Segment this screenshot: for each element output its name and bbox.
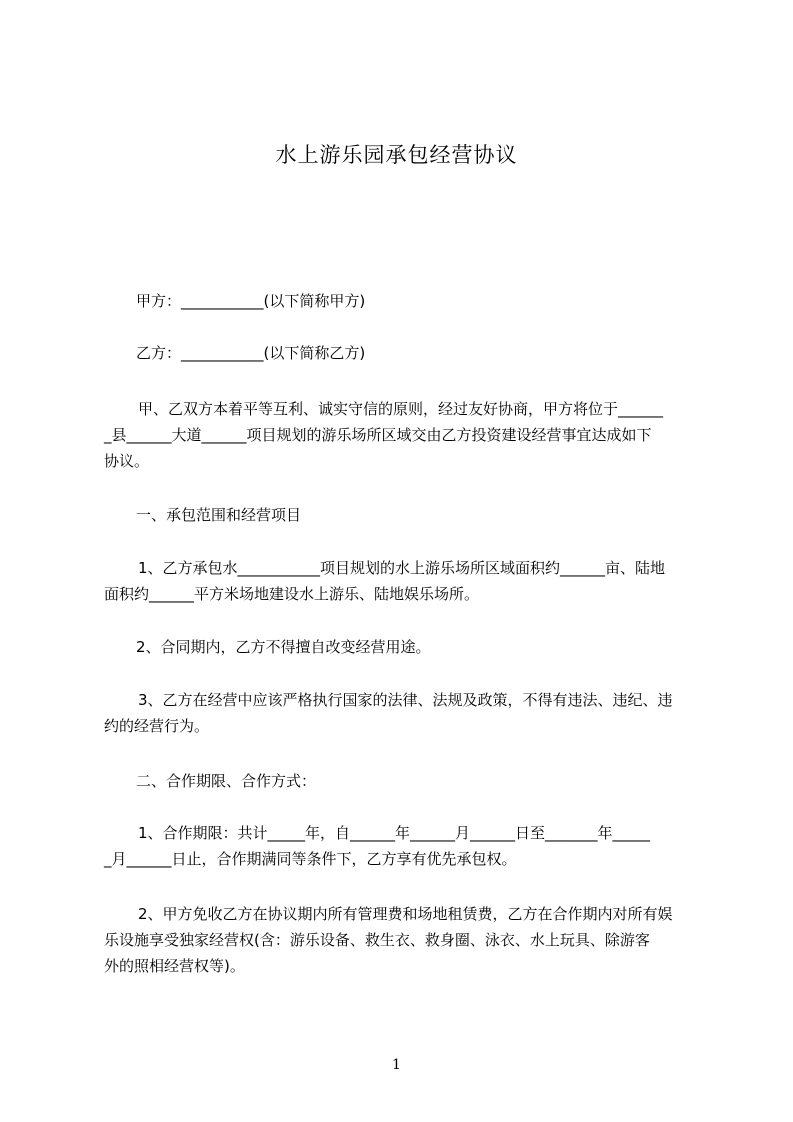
document-title: 水上游乐园承包经营协议 (275, 143, 518, 167)
clause-1-1: 1、乙方承包水___________项目规划的水上游乐场所区域面积约______亩、陆地 面积约______平方米场地建设水上游乐、陆地娱乐场所。 (104, 559, 666, 603)
clause-1-3: 3、乙方在经营中应该严格执行国家的法律、法规及政策，不得有违法、违纪、违 约的经营行为。 (104, 691, 673, 735)
party-a-line: 甲方：___________(以下简称甲方) (136, 292, 366, 310)
section-1-heading: 一、承包范围和经营项目 (136, 506, 302, 524)
section-2-heading: 二、合作期限、合作方式： (136, 772, 317, 790)
clause-2-2: 2、甲方免收乙方在协议期内所有管理费和场地租赁费，乙方在合作期内对所有娱 乐设施享受独家经营权(含：游乐设备、救生衣、救身圈、泳衣、水上玩具、除游客 外的照相经营权等)。 (104, 905, 673, 975)
clause-1-2: 2、合同期内，乙方不得擅自改变经营用途。 (136, 638, 431, 656)
intro-paragraph: 甲、乙双方本着平等互利、诚实守信的原则，经过友好协商，甲方将位于______ _县______大道______项目规划的游乐场所区域交由乙方投资建设经营事宜达成如下 协议。 (104, 400, 664, 470)
clause-2-1: 1、合作期限：共计_____年，自______年______月______日至_______年_____ _月______日止，合作期满同等条件下，乙方享有优先承包权。 (104, 824, 651, 868)
party-b-line: 乙方：___________(以下简称乙方) (136, 344, 366, 362)
page-number: 1 (392, 1057, 401, 1073)
